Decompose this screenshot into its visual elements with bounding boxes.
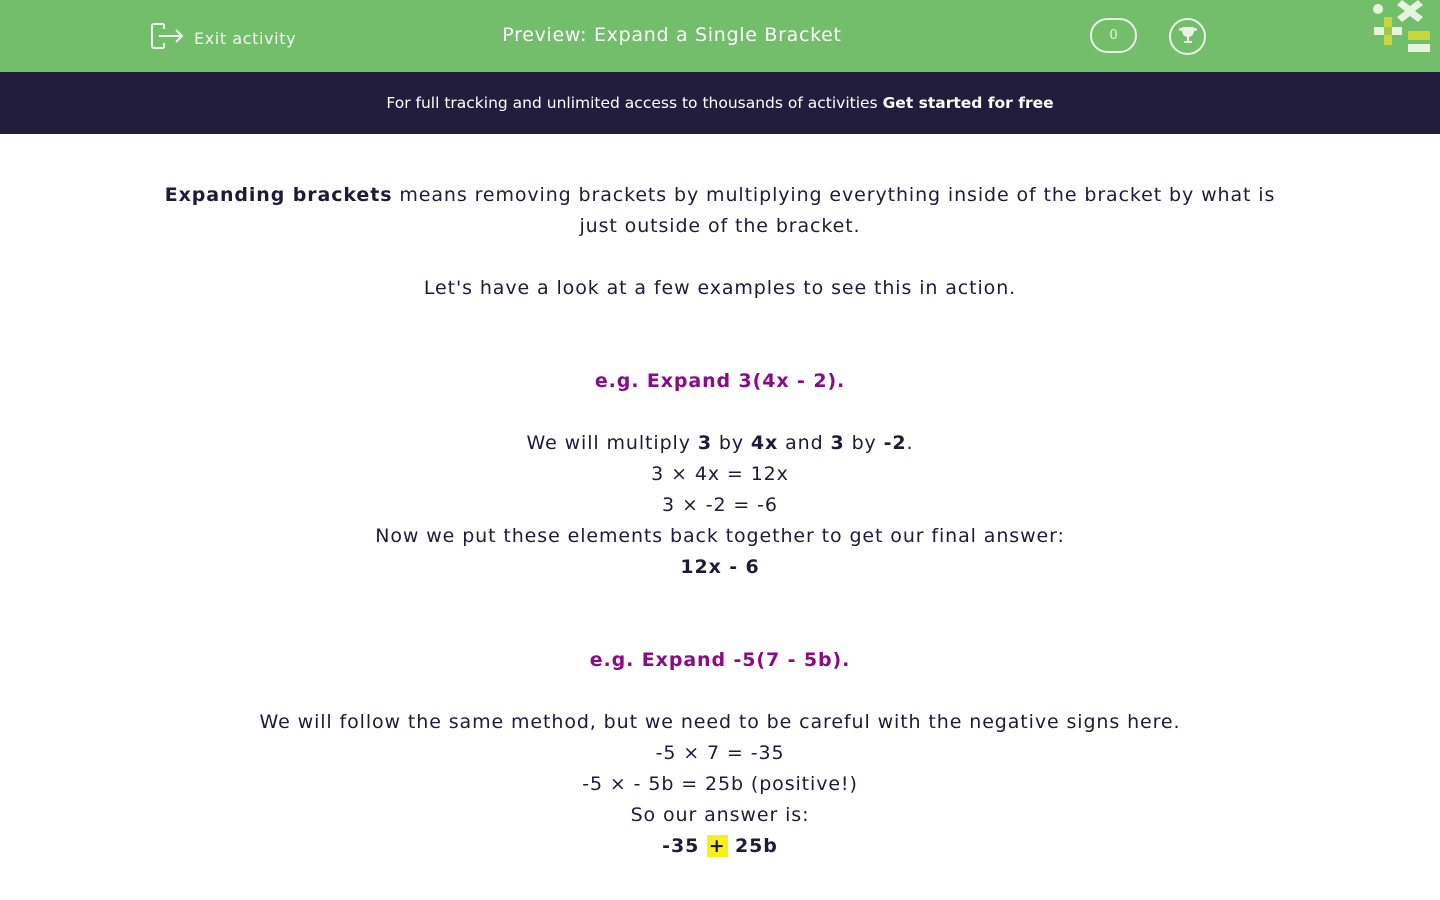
- example-1-title: e.g. Expand 3(4x - 2).: [594, 370, 846, 392]
- example-1-step-1: We will multiply 3 by 4x and 3 by -2.: [526, 432, 914, 454]
- upgrade-banner: [0, 72, 1440, 134]
- example-2-title: e.g. Expand -5(7 - 5b).: [589, 649, 851, 671]
- page-title: Preview: Expand a Single Bracket: [502, 24, 842, 46]
- example-1-step-2: 3 × 4x = 12x: [651, 463, 789, 485]
- trophy-button[interactable]: [1169, 18, 1206, 55]
- example-1-answer: 12x - 6: [680, 556, 760, 578]
- example-1-step-4: Now we put these elements back together to get our final answer:: [375, 525, 1065, 547]
- highlighted-plus: +: [708, 835, 726, 857]
- example-1-step-3: 3 × -2 = -6: [662, 494, 778, 516]
- lesson-content: [0, 134, 1440, 862]
- get-started-link[interactable]: Get started for free: [882, 94, 1054, 112]
- brand-logo-icon: [1368, 0, 1440, 60]
- lead-text: Let's have a look at a few examples to see this in action.: [423, 277, 1017, 299]
- top-bar: [0, 0, 1440, 72]
- trophy-icon: [1177, 24, 1199, 50]
- banner-text: For full tracking and unlimited access to thousands of activities: [386, 94, 878, 112]
- exit-label: Exit activity: [194, 28, 297, 48]
- example-2-step-1: We will follow the same method, but we need to be careful with the negative signs here.: [259, 711, 1181, 733]
- intro-paragraph: [0, 180, 1440, 242]
- example-2-step-3: -5 × - 5b = 25b (positive!): [582, 773, 858, 795]
- intro-text: means removing brackets by multiplying everything inside of the bracket by what is just outside of the bracket.: [392, 184, 1276, 237]
- example-2-answer: -35 + 25b: [662, 835, 778, 857]
- example-2-step-2: -5 × 7 = -35: [655, 742, 785, 764]
- intro-term: Expanding brackets: [164, 184, 393, 206]
- score-badge: 0: [1090, 18, 1137, 53]
- example-2-step-4: So our answer is:: [630, 804, 810, 826]
